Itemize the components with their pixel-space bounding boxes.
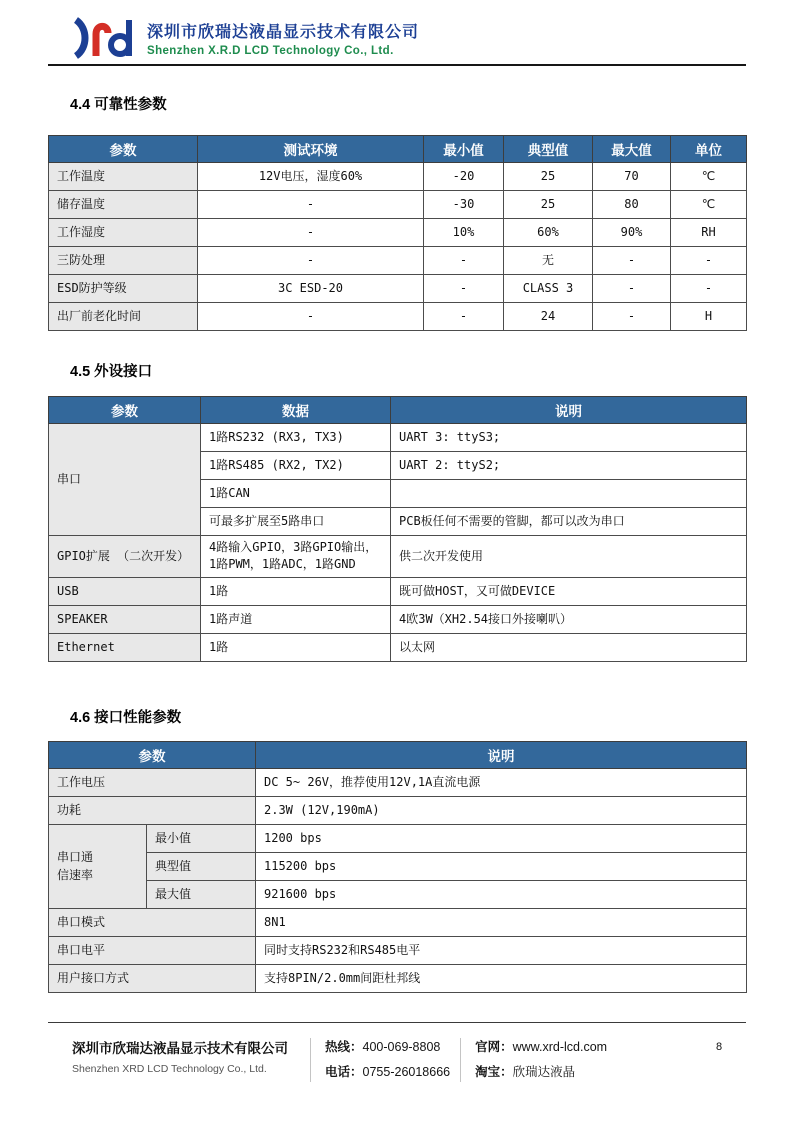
desc-cell: PCB板任何不需要的管脚，都可以改为串口	[391, 508, 747, 536]
taobao-name: 欣瑞达液晶	[512, 1065, 576, 1079]
reliability-table	[48, 135, 747, 331]
value-cell: ℃	[671, 163, 747, 191]
table-row	[49, 275, 747, 303]
data-cell: 1路CAN	[201, 480, 391, 508]
table-header-row	[49, 397, 747, 424]
table-row	[49, 163, 747, 191]
company-block	[147, 19, 419, 57]
xrd-logo-icon	[72, 16, 136, 60]
param-cell: SPEAKER	[49, 605, 201, 633]
website-line	[475, 1037, 607, 1055]
table-row	[49, 937, 747, 965]
interface-performance-table	[48, 741, 747, 993]
value-cell: -	[198, 219, 424, 247]
desc-cell: DC 5~ 26V，推荐使用12V,1A直流电源	[256, 769, 747, 797]
desc-cell: 115200 bps	[256, 853, 747, 881]
desc-cell: 供二次开发使用	[391, 536, 747, 578]
hotline-line	[325, 1037, 450, 1055]
phone-label: 电话：	[325, 1065, 363, 1079]
peripherals-table	[48, 396, 747, 662]
value-cell: -	[671, 247, 747, 275]
section-title-interface-performance: 4.6 接口性能参数	[70, 710, 182, 726]
section-title-peripherals: 4.5 外设接口	[70, 364, 153, 380]
footer-vertical-divider	[460, 1038, 461, 1082]
subparam-cell: 最小值	[147, 825, 256, 853]
param-label: 串口通信速率	[57, 850, 94, 883]
value-cell: 12V电压，湿度60%	[198, 163, 424, 191]
value-cell: -	[671, 275, 747, 303]
table-row	[49, 219, 747, 247]
value-cell: -	[593, 275, 671, 303]
column-header: 典型值	[504, 136, 593, 163]
footer-company-block	[72, 1037, 300, 1075]
column-header: 说明	[256, 742, 747, 769]
param-cell: 串口电平	[49, 937, 256, 965]
value-cell: 70	[593, 163, 671, 191]
footer-web-block	[475, 1037, 607, 1087]
footer-divider	[48, 1022, 746, 1023]
data-cell: 1路声道	[201, 605, 391, 633]
param-cell: 工作温度	[49, 163, 198, 191]
peripherals-table-wrap	[48, 396, 746, 662]
table-row	[49, 881, 747, 909]
interface-performance-table-wrap	[48, 741, 746, 993]
param-cell: 三防处理	[49, 247, 198, 275]
page-number: 8	[716, 1041, 723, 1053]
param-cell: 工作湿度	[49, 219, 198, 247]
value-cell: -	[198, 191, 424, 219]
param-cell: Ethernet	[49, 633, 201, 661]
desc-cell: 1200 bps	[256, 825, 747, 853]
param-cell: 工作电压	[49, 769, 256, 797]
desc-cell: 921600 bps	[256, 881, 747, 909]
subparam-cell: 典型值	[147, 853, 256, 881]
param-cell: 串口	[49, 424, 201, 536]
footer-contact-block	[325, 1037, 450, 1087]
desc-cell: 4欧3W（XH2.54接口外接喇叭）	[391, 605, 747, 633]
section-title-reliability: 4.4 可靠性参数	[70, 97, 167, 113]
data-cell: 4路输入GPIO，3路GPIO输出，1路PWM，1路ADC，1路GND	[201, 536, 391, 578]
desc-cell: 以太网	[391, 633, 747, 661]
table-row	[49, 605, 747, 633]
phone-number: 0755-26018666	[362, 1065, 451, 1079]
column-header: 测试环境	[198, 136, 424, 163]
table-header-row	[49, 136, 747, 163]
taobao-label: 淘宝：	[475, 1065, 513, 1079]
phone-line	[325, 1062, 450, 1080]
value-cell: -	[424, 303, 504, 331]
desc-cell: 8N1	[256, 909, 747, 937]
value-cell: -	[198, 247, 424, 275]
param-cell: 出厂前老化时间	[49, 303, 198, 331]
data-cell: 1路RS232 (RX3, TX3)	[201, 424, 391, 452]
value-cell: H	[671, 303, 747, 331]
param-cell: ESD防护等级	[49, 275, 198, 303]
reliability-table-wrap	[48, 135, 746, 331]
table-row	[49, 769, 747, 797]
value-cell: 25	[504, 191, 593, 219]
value-cell: ℃	[671, 191, 747, 219]
param-cell: USB	[49, 577, 201, 605]
footer-vertical-divider	[310, 1038, 311, 1082]
value-cell: 3C ESD-20	[198, 275, 424, 303]
value-cell: CLASS 3	[504, 275, 593, 303]
footer-company-en: Shenzhen XRD LCD Technology Co., Ltd.	[72, 1063, 267, 1075]
data-cell: 1路RS485 (RX2, TX2)	[201, 452, 391, 480]
page-header	[72, 16, 419, 60]
column-header: 参数	[49, 397, 201, 424]
column-header: 最小值	[424, 136, 504, 163]
table-row	[49, 536, 747, 578]
website-label: 官网：	[475, 1040, 513, 1054]
value-cell: 25	[504, 163, 593, 191]
value-cell: RH	[671, 219, 747, 247]
value-cell: 90%	[593, 219, 671, 247]
value-cell: -	[198, 303, 424, 331]
column-header: 最大值	[593, 136, 671, 163]
column-header: 参数	[49, 742, 256, 769]
data-cell: 1路	[201, 577, 391, 605]
page-footer	[72, 1037, 712, 1087]
value-cell: -20	[424, 163, 504, 191]
param-cell: GPIO扩展 （二次开发）	[49, 536, 201, 578]
subparam-cell: 最大值	[147, 881, 256, 909]
header-divider	[48, 64, 746, 66]
desc-cell	[391, 480, 747, 508]
table-row	[49, 577, 747, 605]
table-row	[49, 424, 747, 452]
desc-cell: 支持8PIN/2.0mm间距杜邦线	[256, 965, 747, 993]
desc-cell: 2.3W (12V,190mA)	[256, 797, 747, 825]
table-row	[49, 825, 747, 853]
table-row	[49, 633, 747, 661]
data-cell: 可最多扩展至5路串口	[201, 508, 391, 536]
table-row	[49, 191, 747, 219]
value-cell: 80	[593, 191, 671, 219]
table-row	[49, 909, 747, 937]
value-cell: -	[593, 247, 671, 275]
table-row	[49, 247, 747, 275]
column-header: 参数	[49, 136, 198, 163]
column-header: 数据	[201, 397, 391, 424]
website-url: www.xrd-lcd.com	[512, 1040, 608, 1054]
param-cell: 用户接口方式	[49, 965, 256, 993]
column-header: 单位	[671, 136, 747, 163]
company-name-cn: 深圳市欣瑞达液晶显示技术有限公司	[147, 24, 420, 41]
value-cell: 无	[504, 247, 593, 275]
hotline-number: 400-069-8808	[362, 1040, 441, 1054]
hotline-label: 热线：	[325, 1040, 363, 1054]
value-cell: -	[424, 275, 504, 303]
value-cell: -	[593, 303, 671, 331]
table-header-row	[49, 742, 747, 769]
param-cell: 功耗	[49, 797, 256, 825]
param-cell: 串口模式	[49, 909, 256, 937]
desc-cell: UART 2: ttyS2;	[391, 452, 747, 480]
table-row	[49, 303, 747, 331]
desc-cell: 同时支持RS232和RS485电平	[256, 937, 747, 965]
footer-company-cn: 深圳市欣瑞达液晶显示技术有限公司	[72, 1041, 288, 1056]
table-row	[49, 965, 747, 993]
company-name-en: Shenzhen X.R.D LCD Technology Co., Ltd.	[147, 45, 394, 57]
taobao-line	[475, 1062, 607, 1080]
desc-cell: 既可做HOST，又可做DEVICE	[391, 577, 747, 605]
value-cell: -	[424, 247, 504, 275]
value-cell: 24	[504, 303, 593, 331]
table-row	[49, 853, 747, 881]
value-cell: 10%	[424, 219, 504, 247]
data-cell: 1路	[201, 633, 391, 661]
column-header: 说明	[391, 397, 747, 424]
value-cell: 60%	[504, 219, 593, 247]
value-cell: -30	[424, 191, 504, 219]
table-row	[49, 797, 747, 825]
desc-cell: UART 3: ttyS3;	[391, 424, 747, 452]
param-cell: 储存温度	[49, 191, 198, 219]
param-cell	[49, 825, 147, 909]
